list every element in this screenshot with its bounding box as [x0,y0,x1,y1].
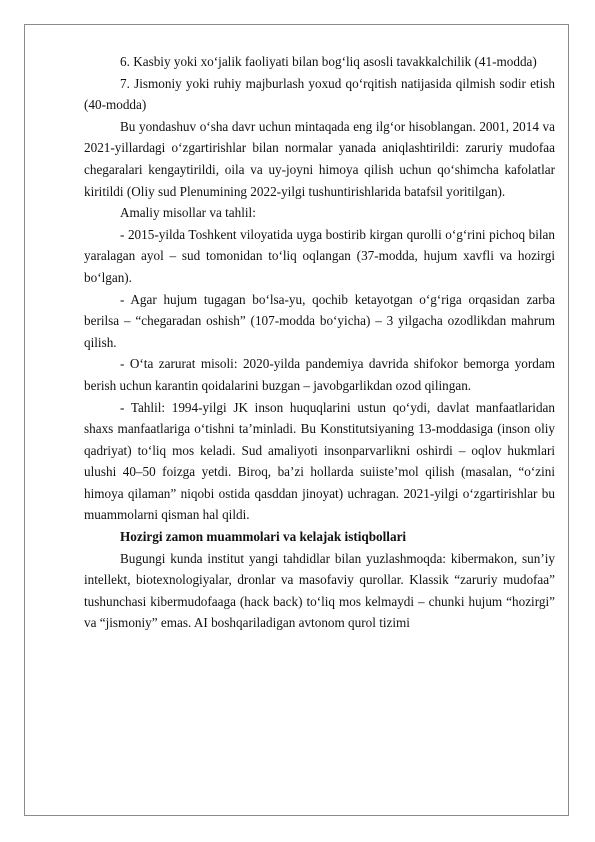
paragraph-4: Amaliy misollar va tahlil: [120,205,256,221]
paragraph-5: - 2015-yilda Toshkent viloyatida uyga bostirib kirgan qurolli o‘g‘rini pichoq bilan yaralagan ayol – sud tomonidan to‘liq oqlangan (37-modda, hujum xavfli va hozirgi bo‘lgan). [84,226,555,285]
paragraph-3: Bu yondashuv o‘sha davr uchun mintaqada eng ilg‘or hisoblangan. 2001, 2014 va 2021-yillardagi o‘zgartirishlar bilan normalar yanada aniqlashtirildi: zaruriy mudofaa chegaralari kengaytirildi, oila va uy-joyni himoya qilish uchun qo‘shimcha kafolatlar kiritildi (Oliy sud Plenumining 2022-yilgi tushuntirishlarida batafsil yoritilgan). [84,118,555,199]
document-body [84,51,555,634]
paragraph-8: - Tahlil: 1994-yilgi JK inson huquqlarini ustun qo‘ydi, davlat manfaatlaridan shaxs manfaatlariga o‘tishni ta’minladi. Bu Konstitutsiyaning 13-moddasiga (inson oliy qadriyat) to‘liq mos keladi. Sud amaliyoti insonparvarlikni oshirdi – oqlov hukmlari ulushi 40–50 foizga yetdi. Biroq, ba’zi hollarda suiiste’mol qilish (masalan, “o‘zini himoya qilaman” niqobi ostida qasddan jinoyat) uchragan. 2021-yilgi o‘zgartirishlar bu muammolarni qisman hal qildi. [84,399,555,523]
paragraph-10: Bugungi kunda institut yangi tahdidlar bilan yuzlashmoqda: kibermakon, sun’iy intellekt, biotexnologiyalar, dronlar va masofaviy qurollar. Klassik “zaruriy mudofaa” tushunchasi kibermudofaaga (hack back) to‘liq mos kelmaydi – chunki hujum “hozirgi” va “jismoniy” emas. AI boshqariladigan avtonom qurol tizimi [84,550,555,631]
paragraph-6: - Agar hujum tugagan bo‘lsa-yu, qochib ketayotgan o‘g‘riga orqasidan zarba berilsa – “chegaradan oshish” (107-modda bo‘yicha) – 3 yilgacha ozodlikdan mahrum qilish. [84,291,555,350]
paragraph-1: 6. Kasbiy yoki xo‘jalik faoliyati bilan bog‘liq asosli tavakkalchilik (41-modda) [120,54,537,69]
paragraph-2: 7. Jismoniy yoki ruhiy majburlash yoxud qo‘rqitish natijasida qilmish sodir etish (40-modda) [84,75,555,113]
paragraph-7: - O‘ta zarurat misoli: 2020-yilda pandemiya davrida shifokor bemorga yordam berish uchun karantin qoidalarini buzgan – javobgarlikdan ozod qilingan. [84,356,555,393]
section-heading: Hozirgi zamon muammolari va kelajak istiqbollari [120,529,407,545]
